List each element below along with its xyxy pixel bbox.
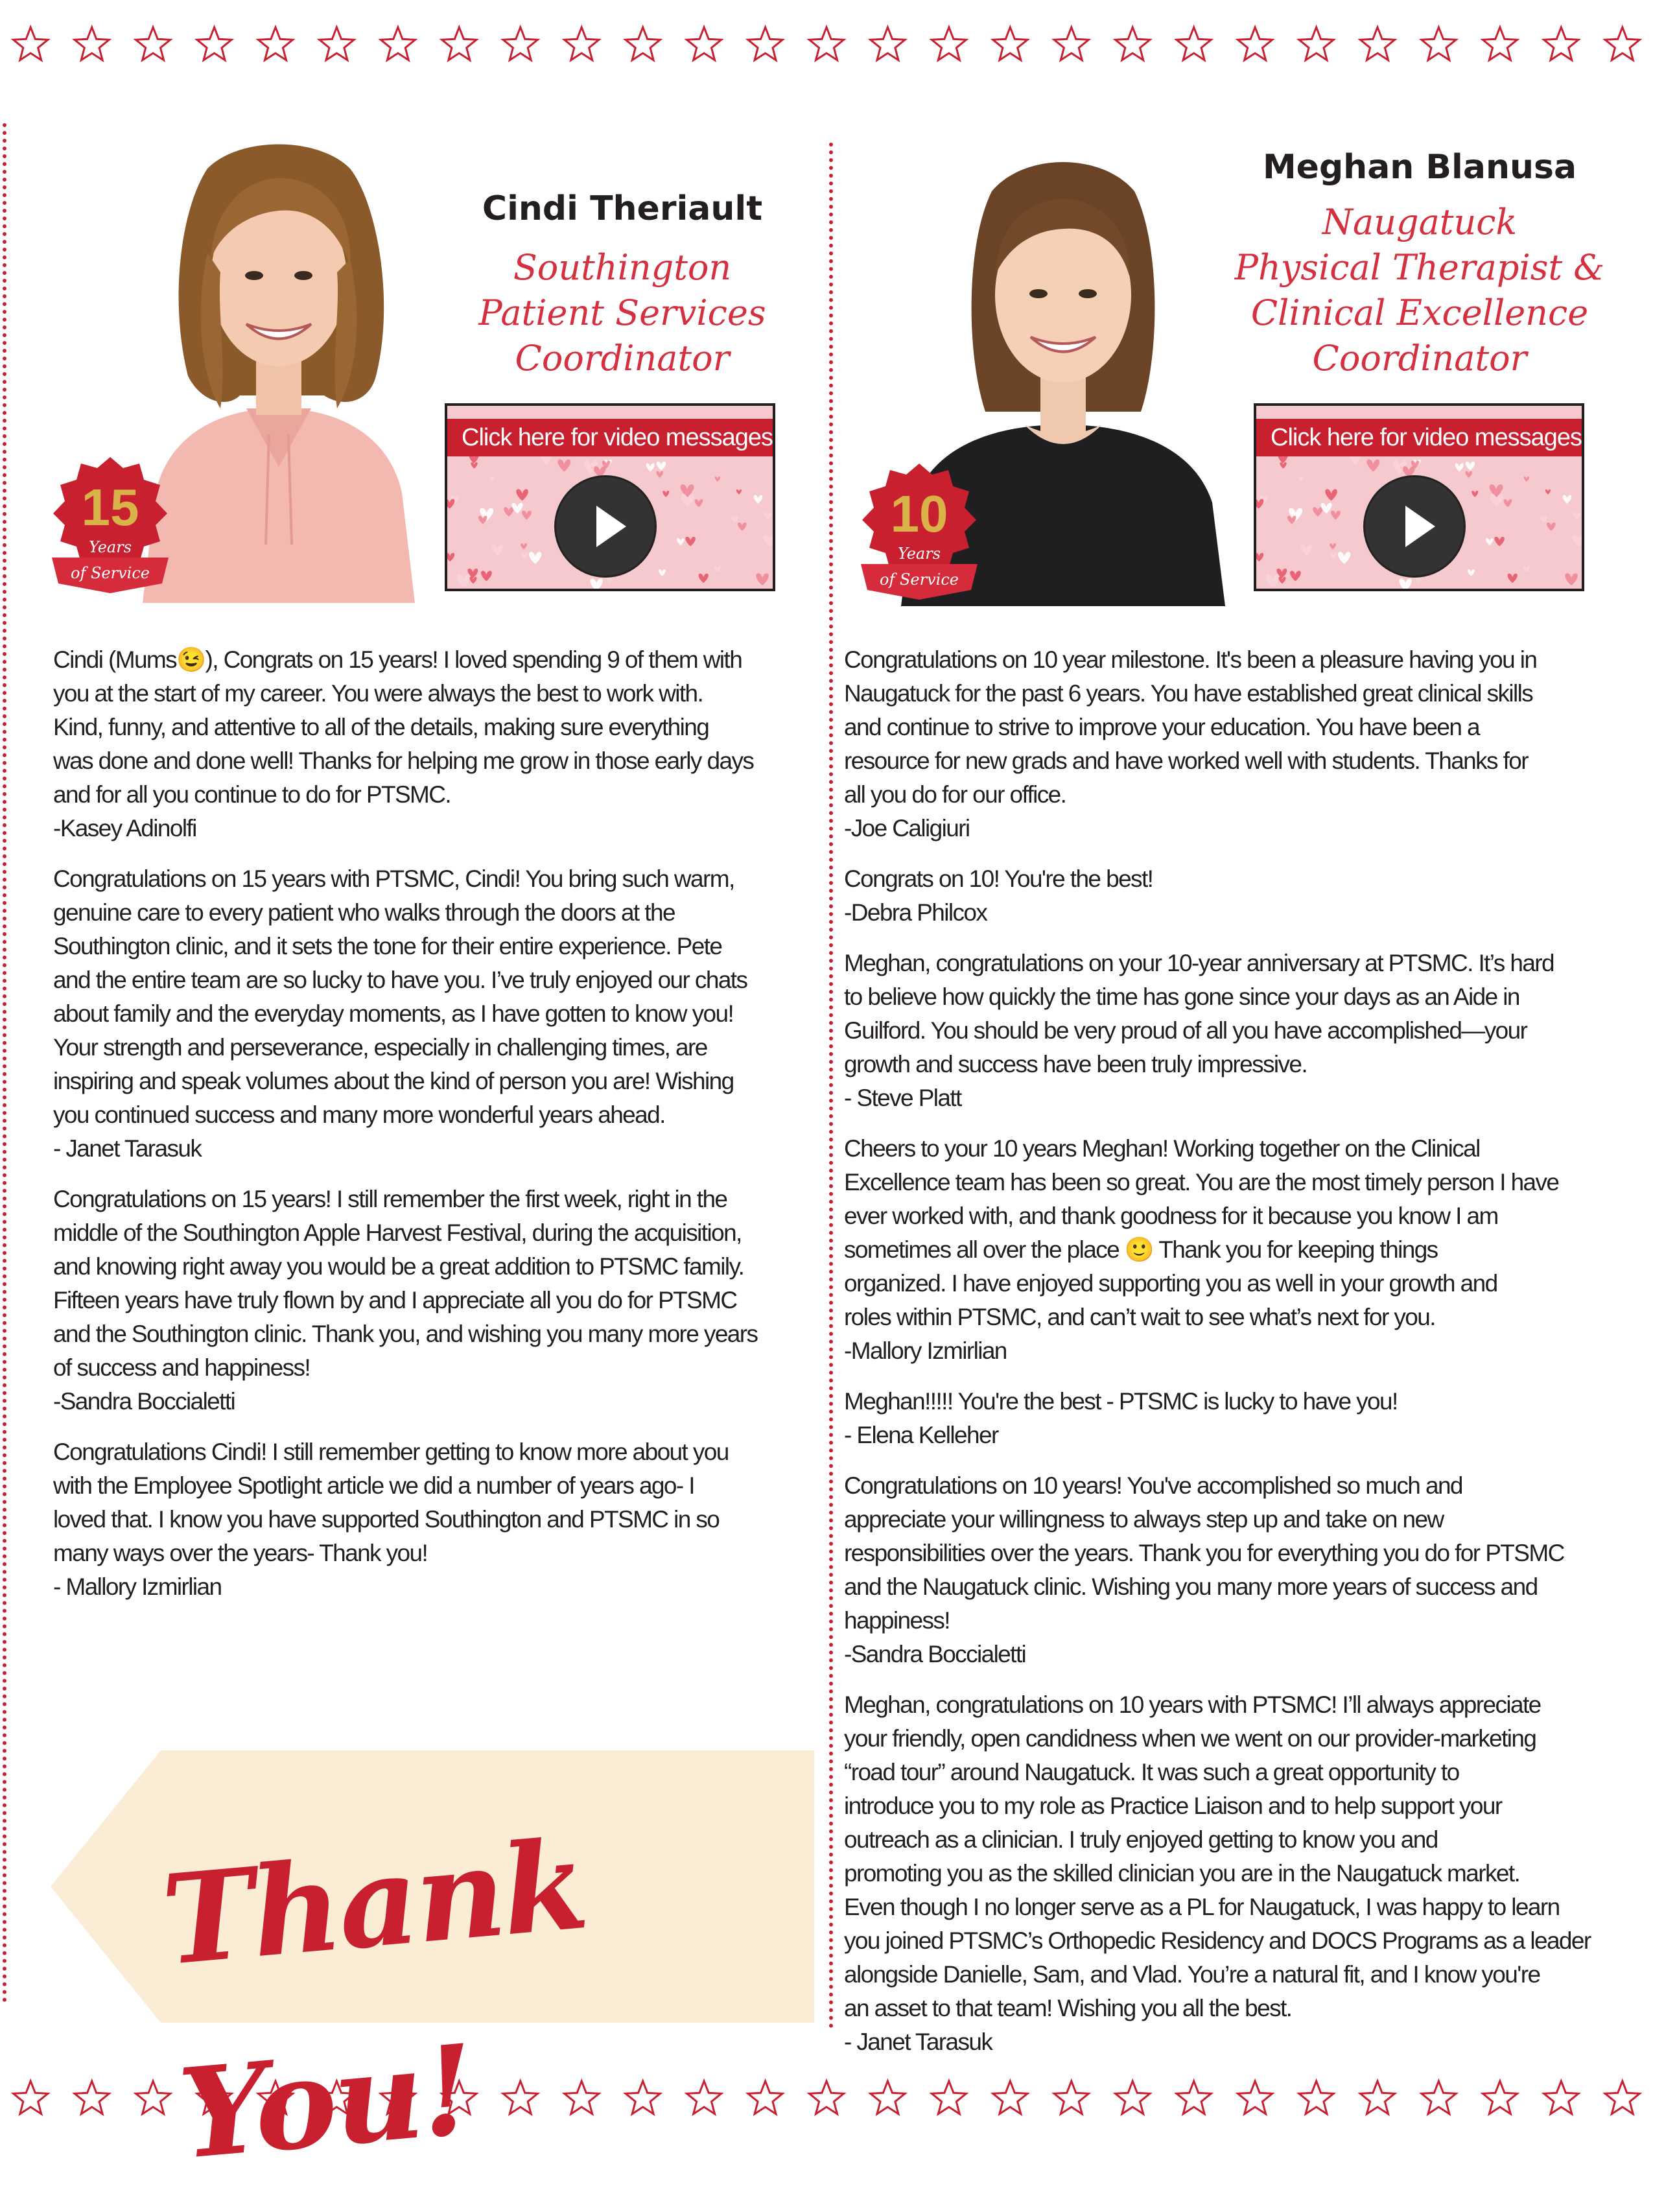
message-block <box>53 1182 818 1418</box>
heart-icon <box>659 569 666 576</box>
role-line: Naugatuck <box>1322 202 1518 242</box>
message-line: and the Southington clinic. Thank you, and wishing you many more years <box>53 1321 758 1347</box>
message-line: middle of the Southington Apple Harvest Festival, during the acquisition, <box>53 1219 742 1246</box>
message-line: Guilford. You should be very proud of all you have accomplished—your <box>844 1017 1527 1044</box>
heart-icon <box>1298 476 1304 481</box>
star-icon <box>381 27 415 60</box>
message-line: appreciate your willingness to always step up and take on new <box>844 1506 1444 1533</box>
message-line: growth and success have been truly impressive. <box>844 1051 1307 1077</box>
star-icon <box>1544 2081 1578 2114</box>
heart-icon <box>1331 511 1341 520</box>
heart-icon <box>1504 499 1512 507</box>
star-icon <box>748 2081 782 2114</box>
message-block <box>844 1688 1622 2059</box>
heart-icon <box>1471 491 1478 497</box>
message-line: you joined PTSMC’s Orthopedic Residency and DOCS Programs as a leader <box>844 1927 1591 1954</box>
right-person-name: Meghan Blanusa <box>1262 148 1577 187</box>
message-block <box>844 862 1622 930</box>
star-icon <box>871 27 905 60</box>
heart-icon <box>1524 477 1529 482</box>
message-line: and the entire team are so lucky to have you. I’ve truly enjoyed our chats <box>53 967 747 993</box>
message-line: of success and happiness! <box>53 1354 311 1381</box>
star-icon <box>1605 2081 1639 2114</box>
play-icon[interactable] <box>1365 477 1464 576</box>
message-line: you continued success and many more wonderful years ahead. <box>53 1101 665 1128</box>
star-icon <box>932 2081 966 2114</box>
heart-icon <box>1468 569 1475 576</box>
heart-icon <box>731 516 738 523</box>
message-line: Fifteen years have truly flown by and I appreciate all you do for PTSMC <box>53 1287 737 1313</box>
message-line: Excellence team has been so great. You are the most timely person I have <box>844 1169 1559 1195</box>
message-line: Congratulations on 15 years with PTSMC, Cindi! You bring such warm, <box>53 865 734 892</box>
heart-icon <box>541 456 552 465</box>
heart-icon <box>686 537 696 547</box>
message-block <box>53 1435 818 1604</box>
message-line: and the Naugatuck clinic. Wishing you many more years of success and <box>844 1573 1538 1600</box>
star-icon <box>503 2081 537 2114</box>
years-of-service-badge-15 <box>45 454 175 603</box>
heart-icon <box>736 489 742 495</box>
play-icon[interactable] <box>556 477 655 576</box>
star-icon <box>442 27 476 60</box>
message-line: Kind, funny, and attentive to all of the details, making sure everything <box>53 714 709 740</box>
star-icon <box>993 2081 1027 2114</box>
message-line: you at the start of my career. You were always the best to work with. <box>53 680 703 707</box>
message-author: - Elena Kelleher <box>844 1422 998 1448</box>
heart-icon <box>764 512 771 519</box>
badge-number-10: 10 <box>890 485 948 543</box>
star-icon <box>626 27 660 60</box>
left-dotted-border <box>3 123 6 2003</box>
message-line: Naugatuck for the past 6 years. You have established great clinical skills <box>844 680 1533 707</box>
heart-icon <box>1280 462 1286 469</box>
star-icon <box>1422 27 1456 60</box>
message-author: - Janet Tarasuk <box>844 2029 992 2055</box>
message-line: Cindi (Mums😉), Congrats on 15 years! I loved spending 9 of them with <box>53 646 742 673</box>
role-line: Clinical Excellence <box>1250 292 1589 333</box>
star-icon <box>1177 27 1211 60</box>
message-line: introduce you to my role as Practice Liaison and to help support your <box>844 1793 1502 1819</box>
heart-icon <box>1466 462 1475 471</box>
role-line: Physical Therapist & <box>1234 247 1605 288</box>
role-line: Coordinator <box>1312 338 1527 379</box>
heart-icon <box>1256 553 1263 561</box>
star-icon <box>14 27 48 60</box>
message-block <box>844 1469 1622 1671</box>
video-label: Click here for video messages <box>447 419 773 456</box>
star-icon <box>503 27 537 60</box>
message-line: many ways over the years- Thank you! <box>53 1540 428 1566</box>
message-line: with the Employee Spotlight article we did a number of years ago- I <box>53 1472 694 1499</box>
role-line: Southington <box>513 247 732 288</box>
heart-icon <box>522 511 532 520</box>
message-line: all you do for our office. <box>844 781 1066 808</box>
star-icon <box>565 2081 599 2114</box>
heart-icon <box>447 499 454 509</box>
heart-icon <box>1547 523 1555 531</box>
left-video-messages-button[interactable] <box>445 403 775 591</box>
heart-icon <box>1266 574 1280 587</box>
message-line: “road tour” around Naugatuck. It was such a great opportunity to <box>844 1759 1459 1785</box>
star-icon <box>1238 2081 1272 2114</box>
heart-icon <box>529 552 541 564</box>
heart-icon <box>1330 553 1337 559</box>
star-icon <box>1483 27 1517 60</box>
heart-icon <box>1465 471 1472 478</box>
star-icon <box>1544 27 1578 60</box>
heart-icon <box>1540 516 1547 523</box>
heart-icon <box>504 507 513 517</box>
message-line: genuine care to every patient who walks through the doors at the <box>53 899 675 926</box>
message-line: Meghan, congratulations on 10 years with PTSMC! I’ll always appreciate <box>844 1691 1541 1718</box>
star-icon <box>320 27 354 60</box>
heart-icon <box>662 491 669 497</box>
heart-icon <box>492 545 503 556</box>
heart-icon <box>1320 503 1331 514</box>
star-icon <box>1238 27 1272 60</box>
message-author: -Sandra Boccialetti <box>844 1641 1026 1667</box>
heart-icon <box>1399 578 1412 591</box>
heart-icon <box>763 534 773 546</box>
heart-icon <box>594 466 606 478</box>
role-line: Coordinator <box>515 338 730 379</box>
message-line: roles within PTSMC, and can’t wait to see what’s next for you. <box>844 1304 1435 1330</box>
star-icon <box>1299 27 1333 60</box>
star-icon <box>748 27 782 60</box>
message-line: responsibilities over the years. Thank you for everything you do for PTSMC <box>844 1540 1564 1566</box>
star-icon <box>1054 2081 1088 2114</box>
message-line: inspiring and speak volumes about the kind of person you are! Wishing <box>53 1068 734 1094</box>
heart-icon <box>1572 534 1582 546</box>
star-icon <box>197 27 231 60</box>
star-icon <box>136 27 170 60</box>
thank-you-text: Thank You! <box>157 1812 591 2187</box>
message-line: promoting you as the skilled clinician you are in the Naugatuck market. <box>844 1860 1520 1887</box>
center-dotted-divider <box>829 143 833 2029</box>
heart-icon <box>1256 499 1263 509</box>
message-line: happiness! <box>844 1607 950 1634</box>
message-line: loved that. I know you have supported Southington and PTSMC in so <box>53 1506 720 1533</box>
message-author: -Kasey Adinolfi <box>53 815 196 841</box>
star-icon <box>565 27 599 60</box>
badge-number-15: 15 <box>81 478 139 536</box>
message-line: Even though I no longer serve as a PL for Naugatuck, I was happy to learn <box>844 1894 1560 1920</box>
message-author: - Mallory Izmirlian <box>53 1573 222 1600</box>
message-line: and for all you continue to do for PTSMC. <box>53 781 451 808</box>
heart-icon <box>469 456 479 464</box>
message-author: -Debra Philcox <box>844 899 987 926</box>
message-block <box>844 643 1622 845</box>
message-line: sometimes all over the place 🙂 Thank you for keeping things <box>844 1236 1438 1263</box>
heart-icon <box>1338 552 1350 564</box>
message-line: an asset to that team! Wishing you all the best. <box>844 1995 1292 2021</box>
badge-years-text: Years <box>88 538 132 556</box>
heart-icon <box>516 489 528 501</box>
message-line: and knowing right away you would be a great addition to PTSMC family. <box>53 1253 744 1280</box>
heart-icon <box>656 471 663 478</box>
heart-icon <box>558 459 571 471</box>
video-label: Click here for video messages <box>1256 419 1582 456</box>
heart-icon <box>457 574 471 587</box>
star-icon <box>1116 27 1150 60</box>
heart-icon <box>715 477 720 482</box>
years-of-service-badge-10 <box>854 460 984 609</box>
right-person-role <box>1232 200 1608 381</box>
heart-icon <box>447 553 454 561</box>
badge-service-text: of Service <box>880 571 959 589</box>
heart-icon <box>511 503 522 514</box>
message-line: resource for new grads and have worked well with students. Thanks for <box>844 747 1529 774</box>
message-line: alongside Danielle, Sam, and Vlad. You’re a natural fit, and I know you're <box>844 1961 1540 1988</box>
star-icon <box>14 2081 48 2114</box>
star-icon <box>809 2081 843 2114</box>
message-line: to believe how quickly the time has gone since your days as an Aide in <box>844 983 1519 1010</box>
message-line: Cheers to your 10 years Meghan! Working together on the Clinical <box>844 1135 1480 1162</box>
message-line: outreach as a clinician. I truly enjoyed getting to know you and <box>844 1826 1438 1853</box>
heart-icon <box>699 574 709 583</box>
star-icon <box>626 2081 660 2114</box>
heart-icon <box>754 495 763 504</box>
heart-icon <box>489 476 495 481</box>
heart-icon <box>1523 566 1530 572</box>
heart-icon <box>1403 466 1415 478</box>
heart-icon <box>756 573 768 585</box>
star-icon <box>1299 2081 1333 2114</box>
heart-icon <box>1495 537 1505 547</box>
role-line: Patient Services <box>478 292 766 333</box>
heart-icon <box>590 578 603 591</box>
star-icon <box>75 2081 109 2114</box>
message-line: Congratulations on 10 years! You've accomplished so much and <box>844 1472 1462 1499</box>
heart-icon <box>1486 538 1493 545</box>
heart-icon <box>1301 545 1312 556</box>
right-video-messages-button[interactable] <box>1254 403 1584 591</box>
star-icon <box>1605 27 1639 60</box>
right-messages-column <box>844 643 1622 2076</box>
message-line: Meghan, congratulations on your 10-year anniversary at PTSMC. It’s hard <box>844 950 1554 976</box>
heart-icon <box>521 543 527 550</box>
message-author: - Steve Platt <box>844 1085 961 1111</box>
message-line: Meghan!!!!! You're the best - PTSMC is lucky to have you! <box>844 1388 1398 1415</box>
message-line: and continue to strive to improve your education. You have been a <box>844 714 1480 740</box>
heart-icon <box>1278 456 1288 464</box>
message-line: about family and the everyday moments, as I have gotten to know you! <box>53 1000 734 1027</box>
message-author: -Sandra Boccialetti <box>53 1388 235 1415</box>
left-person-role <box>447 245 797 381</box>
message-line: ever worked with, and thank goodness for it because you know I am <box>844 1203 1498 1229</box>
star-icon <box>687 2081 721 2114</box>
heart-icon <box>695 499 703 507</box>
badge-years-text: Years <box>897 545 941 563</box>
message-line: Your strength and perseverance, especially in challenging times, are <box>53 1034 707 1061</box>
heart-icon <box>1367 459 1380 471</box>
star-icon <box>1360 2081 1394 2114</box>
star-icon <box>1483 2081 1517 2114</box>
star-icon <box>1116 2081 1150 2114</box>
star-icon <box>258 27 292 60</box>
message-line: was done and done well! Thanks for helping me grow in those early days <box>53 747 754 774</box>
heart-icon <box>1350 456 1361 465</box>
message-line: Congratulations on 10 year milestone. It's been a pleasure having you in <box>844 646 1537 673</box>
heart-icon <box>1313 507 1322 517</box>
star-icon <box>75 27 109 60</box>
message-block <box>844 947 1622 1115</box>
star-icon <box>993 27 1027 60</box>
left-messages-column <box>53 643 818 1621</box>
star-icon <box>687 27 721 60</box>
heart-icon <box>481 571 492 581</box>
heart-icon <box>1325 489 1337 501</box>
heart-icon <box>677 538 684 545</box>
message-block <box>844 1132 1622 1368</box>
star-icon <box>1054 27 1088 60</box>
heart-icon <box>1565 573 1577 585</box>
message-block <box>844 1385 1622 1452</box>
message-block <box>53 643 818 845</box>
message-line: your friendly, open candidness when we went on our provider-marketing <box>844 1725 1536 1752</box>
message-author: - Janet Tarasuk <box>53 1135 202 1162</box>
message-line: organized. I have enjoyed supporting you as well in your growth and <box>844 1270 1497 1297</box>
heart-icon <box>521 553 528 559</box>
left-person-name: Cindi Theriault <box>482 189 763 228</box>
heart-icon <box>738 523 746 531</box>
message-line: Congrats on 10! You're the best! <box>844 865 1153 892</box>
message-block <box>53 862 818 1166</box>
star-icon <box>1422 2081 1456 2114</box>
star-icon <box>136 2081 170 2114</box>
heart-icon <box>1563 495 1572 504</box>
heart-icon <box>1508 574 1518 583</box>
heart-icon <box>657 462 666 471</box>
heart-icon <box>471 462 477 469</box>
top-star-border <box>0 19 1653 71</box>
heart-icon <box>1545 489 1551 495</box>
message-line: Southington clinic, and it sets the tone for their entire experience. Pete <box>53 933 722 959</box>
message-line: Congratulations Cindi! I still remember getting to know more about you <box>53 1439 729 1465</box>
heart-icon <box>1290 571 1301 581</box>
badge-service-text: of Service <box>71 564 150 582</box>
star-icon <box>932 27 966 60</box>
heart-icon <box>646 464 655 472</box>
heart-icon <box>1455 464 1464 472</box>
star-icon <box>809 27 843 60</box>
star-icon <box>871 2081 905 2114</box>
heart-icon <box>714 566 721 572</box>
message-line: Congratulations on 15 years! I still remember the first week, right in the <box>53 1186 727 1212</box>
heart-icon <box>1330 543 1336 550</box>
star-icon <box>1360 27 1394 60</box>
heart-icon <box>1573 512 1580 519</box>
message-author: -Joe Caligiuri <box>844 815 970 841</box>
message-author: -Mallory Izmirlian <box>844 1337 1007 1364</box>
star-icon <box>1177 2081 1211 2114</box>
